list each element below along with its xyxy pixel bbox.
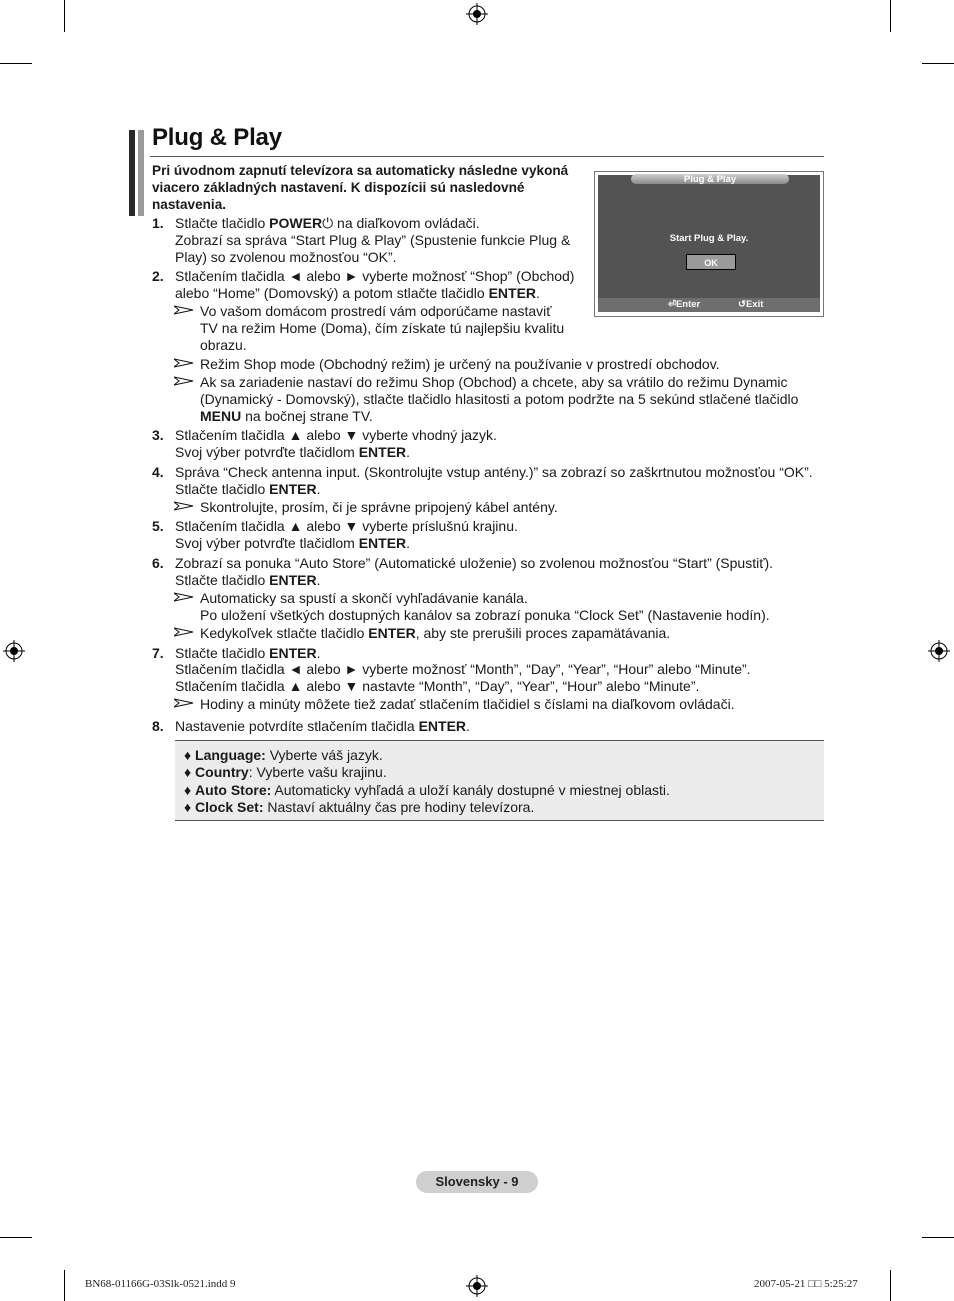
step-7-note-1: Hodiny a minúty môžete tiež zadať stlačením tlačidiel s číslami na diaľkovom ovládači.: [200, 696, 735, 712]
diamond-bullet-icon: ♦: [184, 747, 192, 763]
summary-item-language: ♦ Language: Vyberte váš jazyk.: [184, 747, 383, 763]
print-file-name: BN68-01166G-03Slk-0521.indd 9: [85, 1278, 236, 1290]
tv-enter-label: Enter: [675, 299, 701, 310]
note-arrow-icon: [174, 627, 194, 637]
step-2-line-1: Stlačením tlačidla ◄ alebo ► vyberte možnosť “Shop” (Obchod): [175, 268, 575, 284]
step-2-note-3-line-3: MENU na bočnej strane TV.: [200, 408, 373, 424]
step-6-note-1-line-1: Automaticky sa spustí a skončí vyhľadávanie kanála.: [200, 590, 528, 606]
crop-mark: [64, 0, 65, 32]
step-number: 8.: [152, 718, 164, 734]
step-1-line-1: Stlačte tlačidlo POWER⏻ na diaľkovom ovládači.: [175, 215, 480, 231]
step-2-note-1-line-3: obrazu.: [200, 337, 247, 353]
note-arrow-icon: [174, 698, 194, 708]
step-4-line-2: Stlačte tlačidlo ENTER.: [175, 481, 321, 497]
step-7-line-1: Stlačte tlačidlo ENTER.: [175, 645, 321, 661]
step-2-note-2: Režim Shop mode (Obchodný režim) je určený na používanie v prostredí obchodov.: [200, 356, 720, 372]
crop-mark: [890, 1270, 891, 1301]
tv-ok-button[interactable]: OK: [686, 254, 736, 270]
note-arrow-icon: [174, 305, 194, 315]
crop-mark: [922, 63, 954, 64]
summary-item-country: ♦ Country: Vyberte vašu krajinu.: [184, 764, 387, 780]
summary-item-auto-store: ♦ Auto Store: Automaticky vyhľadá a uloží kanály dostupné v miestnej oblasti.: [184, 782, 670, 798]
step-2-note-1-line-2: TV na režim Home (Doma), čím získate tú najlepšiu kvalitu: [200, 320, 565, 336]
page-number-badge: Slovensky - 9: [416, 1171, 538, 1193]
crop-mark: [0, 1237, 32, 1238]
note-arrow-icon: [174, 358, 194, 368]
step-number: 1.: [152, 215, 164, 231]
tv-screen-title: Plug & Play: [631, 174, 789, 184]
step-4-line-1: Správa “Check antenna input. (Skontrolujte vstup antény.)” sa zobrazí so zaškrtnutou možnosťou “OK”.: [175, 464, 813, 480]
crop-mark: [890, 0, 891, 32]
crop-mark: [922, 1237, 954, 1238]
summary-item-clock-set: ♦ Clock Set: Nastaví aktuálny čas pre hodiny televízora.: [184, 799, 535, 815]
step-number: 7.: [152, 645, 164, 661]
step-2-note-1-line-1: Vo vašom domácom prostredí vám odporúčame nastaviť: [200, 303, 552, 319]
step-8-line-1: Nastavenie potvrdíte stlačením tlačidla ENTER.: [175, 718, 470, 734]
tv-enter-hint: [668, 299, 700, 310]
note-arrow-icon: [174, 376, 194, 386]
step-1-line-2: Zobrazí sa správa “Start Plug & Play” (Spustenie funkcie Plug &: [175, 232, 571, 248]
diamond-bullet-icon: ♦: [184, 764, 192, 780]
tv-screen-message: Start Plug & Play.: [669, 233, 749, 244]
step-6-line-1: Zobrazí sa ponuka “Auto Store” (Automatické uloženie) so zvolenou možnosťou “Start” (Spustiť).: [175, 555, 773, 571]
title-bar-dark: [129, 130, 135, 216]
note-arrow-icon: [174, 592, 194, 602]
registration-mark-icon: [928, 640, 950, 662]
step-2-note-3-line-1: Ak sa zariadenie nastaví do režimu Shop (Obchod) a chcete, aby sa vrátilo do režimu Dynamic: [200, 374, 788, 390]
step-3-line-1: Stlačením tlačidla ▲ alebo ▼ vyberte vhodný jazyk.: [175, 427, 497, 443]
power-icon: ⏻: [322, 215, 334, 231]
step-4-note-1: Skontrolujte, prosím, či je správne pripojený kábel antény.: [200, 499, 558, 515]
registration-mark-icon: [3, 640, 25, 662]
step-number: 4.: [152, 464, 164, 480]
crop-mark: [0, 63, 32, 64]
step-6-note-1-line-2: Po uložení všetkých dostupných kanálov sa zobrazí ponuka “Clock Set” (Nastavenie hodín).: [200, 607, 770, 623]
step-5-line-2: Svoj výber potvrďte tlačidlom ENTER.: [175, 535, 411, 551]
step-number: 3.: [152, 427, 164, 443]
note-arrow-icon: [174, 501, 194, 511]
step-number: 5.: [152, 518, 164, 534]
registration-mark-icon: [466, 3, 488, 25]
enter-icon: ⏎: [668, 299, 676, 310]
summary-bottom-rule: [175, 820, 824, 821]
step-2-note-3-line-2: (Dynamický - Domovský), stlačte tlačidlo hlasitosti a potom podržte na 5 sekúnd stlačené tlačidlo: [200, 391, 799, 407]
step-6-note-2: Kedykoľvek stlačte tlačidlo ENTER, aby ste prerušili proces zapamätávania.: [200, 625, 671, 641]
return-icon: ↺: [738, 299, 746, 310]
intro-text: Pri úvodnom zapnutí televízora sa automaticky následne vykoná viacero základných nastavení. K dispozícii sú nasledovné nastavenia.: [152, 163, 569, 212]
print-timestamp: 2007-05-21 □□ 5:25:27: [754, 1278, 858, 1290]
step-5-line-1: Stlačením tlačidla ▲ alebo ▼ vyberte príslušnú krajinu.: [175, 518, 518, 534]
crop-mark: [64, 1270, 65, 1301]
title-divider: [150, 156, 824, 157]
tv-screen-footer: [598, 298, 820, 312]
diamond-bullet-icon: ♦: [184, 782, 192, 798]
tv-exit-label: Exit: [745, 299, 764, 310]
registration-mark-icon: [466, 1275, 488, 1297]
step-3-line-2: Svoj výber potvrďte tlačidlom ENTER.: [175, 444, 411, 460]
step-number: 6.: [152, 555, 164, 571]
step-7-line-2: Stlačením tlačidla ◄ alebo ► vyberte možnosť “Month”, “Day”, “Year”, “Hour” alebo “Minute”.: [175, 661, 751, 677]
step-6-line-2: Stlačte tlačidlo ENTER.: [175, 572, 321, 588]
diamond-bullet-icon: ♦: [184, 799, 192, 815]
step-7-line-3: Stlačením tlačidla ▲ alebo ▼ nastavte “Month”, “Day”, “Year”, “Hour” alebo “Minute”.: [175, 678, 700, 694]
step-1-line-3: Play) so zvolenou možnosťou “OK”.: [175, 249, 397, 265]
page-title: Plug & Play: [152, 124, 282, 151]
title-bar-light: [138, 130, 144, 216]
step-number: 2.: [152, 268, 164, 284]
step-2-line-2: alebo “Home” (Domovský) a potom stlačte tlačidlo ENTER.: [175, 285, 540, 301]
tv-exit-hint: [738, 299, 763, 310]
